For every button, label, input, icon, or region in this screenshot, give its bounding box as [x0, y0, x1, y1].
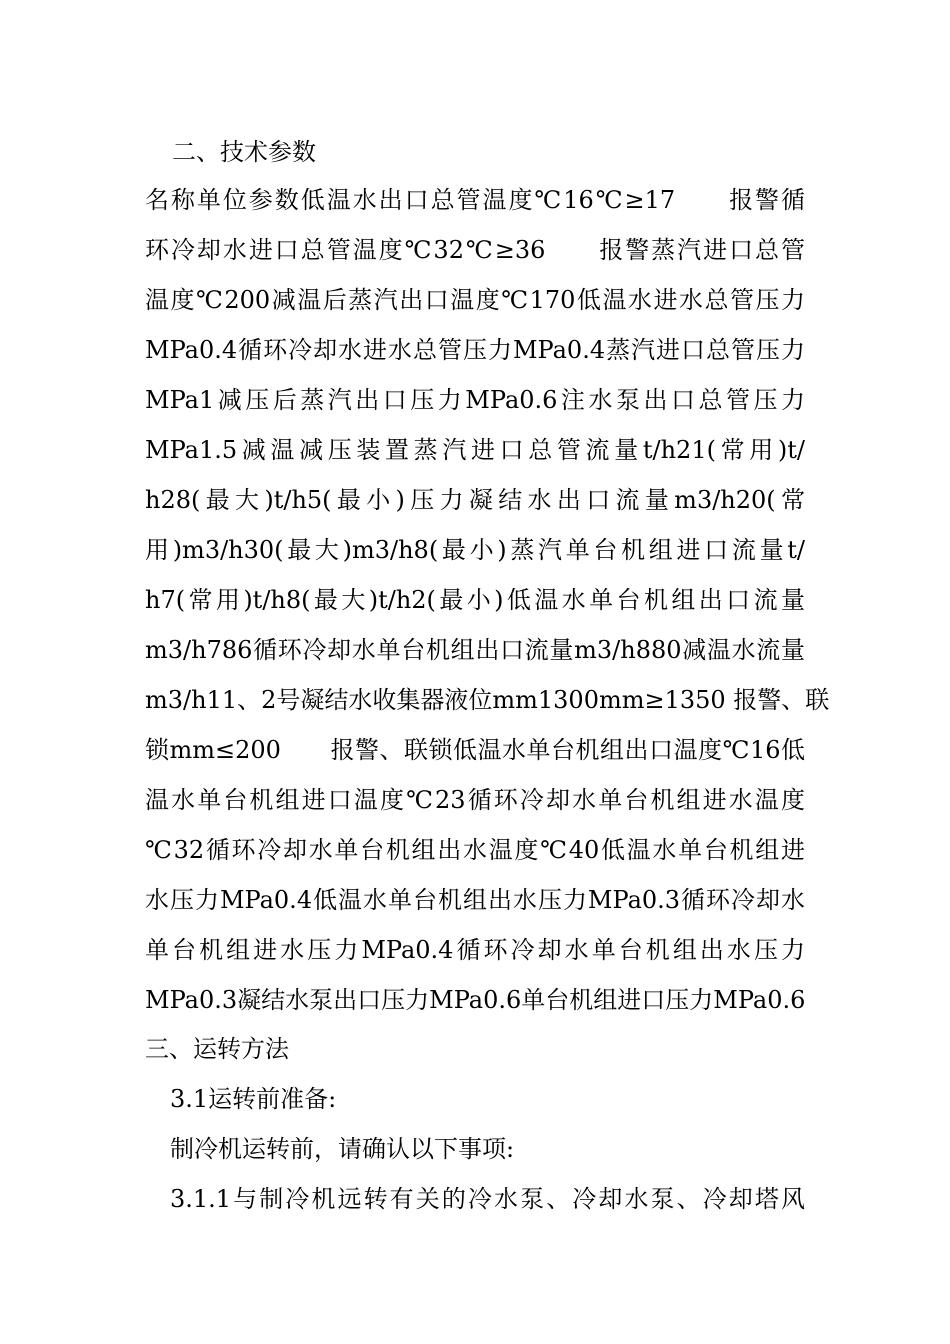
section-heading-operation-method: 三、运转方法: [145, 1035, 289, 1063]
param-line-9: h7(常用)t/h8(最大)t/h2(最小)低温水单台机组出口流量: [145, 586, 805, 614]
param-line-16: 单台机组进水压力MPa0.4循环冷却水单台机组出水压力: [145, 936, 805, 964]
param-line-11: m3/h11、2号凝结水收集器液位mm1300mm≥1350 报警、联: [145, 686, 830, 714]
param-line-1: 名称单位参数低温水出口总管温度℃16℃≥17 报警循: [145, 186, 805, 214]
subsection-heading-pre-operation: 3.1运转前准备:: [170, 1085, 337, 1113]
param-line-2: 环冷却水进口总管温度℃32℃≥36 报警蒸汽进口总管: [145, 236, 805, 264]
param-line-14: ℃32循环冷却水单台机组出水温度℃40低温水单台机组进: [145, 836, 805, 864]
param-line-6: MPa1.5减温减压装置蒸汽进口总管流量t/h21(常用)t/: [145, 436, 805, 464]
pre-check-paragraph: 制冷机运转前，请确认以下事项:: [170, 1135, 515, 1163]
section-heading-technical-parameters: 二、技术参数: [172, 138, 316, 166]
param-line-13: 温水单台机组进口温度℃23循环冷却水单台机组进水温度: [145, 786, 805, 814]
param-line-17: MPa0.3凝结水泵出口压力MPa0.6单台机组进口压力MPa0.6: [145, 986, 806, 1014]
param-line-7: h28(最大)t/h5(最小)压力凝结水出口流量m3/h20(常: [145, 486, 805, 514]
param-line-12: 锁mm≤200 报警、联锁低温水单台机组出口温度℃16低: [145, 736, 805, 764]
param-line-5: MPa1减压后蒸汽出口压力MPa0.6注水泵出口总管压力: [145, 386, 805, 414]
param-line-15: 水压力MPa0.4低温水单台机组出水压力MPa0.3循环冷却水: [145, 886, 805, 914]
param-line-10: m3/h786循环冷却水单台机组出口流量m3/h880减温水流量: [145, 636, 805, 664]
param-line-4: MPa0.4循环冷却水进水总管压力MPa0.4蒸汽进口总管压力: [145, 336, 805, 364]
param-line-3: 温度℃200减温后蒸汽出口温度℃170低温水进水总管压力: [145, 286, 805, 314]
param-line-8: 用)m3/h30(最大)m3/h8(最小)蒸汽单台机组进口流量t/: [145, 536, 805, 564]
item-3-1-1: 3.1.1与制冷机远转有关的冷水泵、冷却水泵、冷却塔风: [170, 1185, 805, 1213]
